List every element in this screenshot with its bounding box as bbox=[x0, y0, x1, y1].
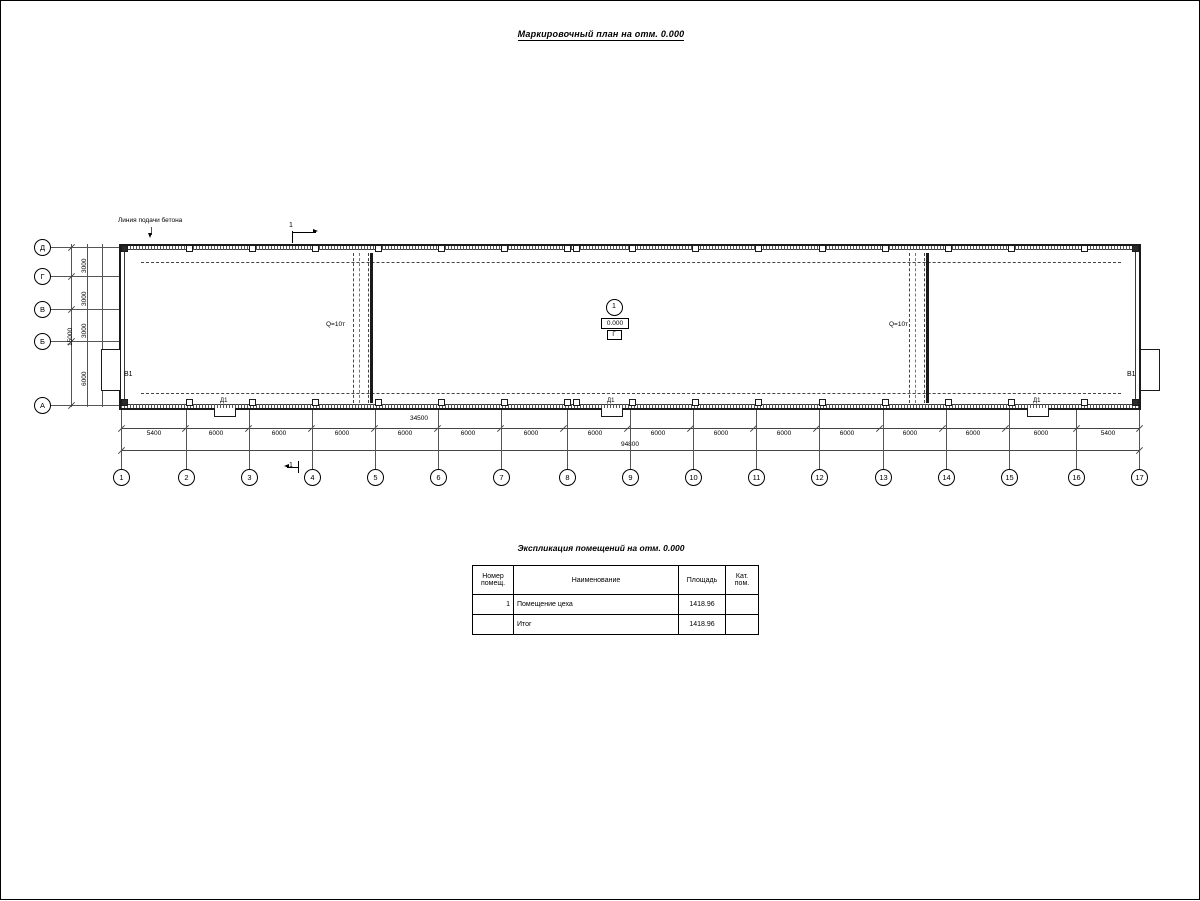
column bbox=[312, 399, 319, 406]
column bbox=[564, 245, 571, 252]
vdim-label-3000-a: 3000 bbox=[81, 258, 88, 273]
cell-category bbox=[726, 595, 759, 615]
axis-leader-13 bbox=[883, 410, 884, 470]
table-row bbox=[473, 615, 759, 635]
door-left-label: Д1 bbox=[220, 398, 228, 404]
column bbox=[1132, 245, 1139, 252]
column bbox=[1008, 399, 1015, 406]
axis-leader-8 bbox=[567, 410, 568, 470]
explication-table bbox=[472, 565, 759, 635]
axis-leader-1 bbox=[121, 410, 122, 470]
column bbox=[692, 245, 699, 252]
axis-bubble-v[interactable]: В bbox=[34, 301, 51, 318]
column bbox=[882, 245, 889, 252]
hdim-label: 6000 bbox=[334, 430, 350, 437]
vdim-label-3000-b: 3000 bbox=[81, 291, 88, 306]
column bbox=[1081, 245, 1088, 252]
cell-name: Итог bbox=[514, 615, 679, 635]
axis-bubble-10[interactable]: 10 bbox=[685, 469, 702, 486]
door-right-label: Д1 bbox=[1033, 398, 1041, 404]
header-number-line2: помещ. bbox=[480, 580, 506, 587]
hdim-label: 6000 bbox=[650, 430, 666, 437]
axis-leader-3 bbox=[249, 410, 250, 470]
hdim-label: 6000 bbox=[1033, 430, 1049, 437]
column bbox=[1132, 399, 1139, 406]
column bbox=[186, 399, 193, 406]
hdim-partial-label: 34500 bbox=[409, 415, 429, 422]
cell-number bbox=[473, 615, 514, 635]
axis-leader-12 bbox=[819, 410, 820, 470]
section-mark-top-label: 1 bbox=[289, 222, 293, 229]
header-category-line2: пом. bbox=[734, 580, 750, 587]
axis-bubble-1[interactable]: 1 bbox=[113, 469, 130, 486]
hdim-label: 6000 bbox=[902, 430, 918, 437]
axis-bubble-7[interactable]: 7 bbox=[493, 469, 510, 486]
axis-leader-7 bbox=[501, 410, 502, 470]
crane-label-left: Q=10т bbox=[326, 321, 346, 328]
column bbox=[186, 245, 193, 252]
hdim-label: 5400 bbox=[1100, 430, 1116, 437]
column bbox=[755, 399, 762, 406]
bumpout-right bbox=[1140, 349, 1160, 391]
crane-rail-bottom bbox=[141, 393, 1121, 394]
bumpout-left-label: В1 bbox=[124, 371, 133, 378]
vdim-label-total: 15000 bbox=[67, 327, 74, 346]
cell-category bbox=[726, 615, 759, 635]
bumpout-right-label: В1 bbox=[1127, 371, 1136, 378]
header-name: Наименование bbox=[514, 566, 679, 595]
table-row bbox=[473, 595, 759, 615]
hdim-label: 6000 bbox=[587, 430, 603, 437]
vdim-chain-inner bbox=[71, 244, 72, 407]
axis-leader-5 bbox=[375, 410, 376, 470]
floor-plan bbox=[1, 1, 1200, 901]
cell-area: 1418.96 bbox=[679, 595, 726, 615]
partition-wall-left bbox=[370, 253, 373, 403]
section-mark-bottom-label: 1 bbox=[289, 462, 293, 469]
explication-table-wrap bbox=[472, 565, 759, 635]
axis-bubble-9[interactable]: 9 bbox=[622, 469, 639, 486]
axis-bubble-6[interactable]: 6 bbox=[430, 469, 447, 486]
door-right-box bbox=[1027, 408, 1049, 417]
page-title-text: Маркировочный план на отм. 0.000 bbox=[517, 29, 685, 39]
crane-rail-top bbox=[141, 262, 1121, 263]
axis-bubble-15[interactable]: 15 bbox=[1001, 469, 1018, 486]
axis-bubble-17[interactable]: 17 bbox=[1131, 469, 1148, 486]
column bbox=[438, 245, 445, 252]
table-title-text: Экспликация помещений на отм. 0.000 bbox=[517, 543, 685, 553]
hdim-label: 6000 bbox=[397, 430, 413, 437]
axis-bubble-14[interactable]: 14 bbox=[938, 469, 955, 486]
axis-leader-6 bbox=[438, 410, 439, 470]
vdim-label-6000: 6000 bbox=[81, 371, 88, 386]
column bbox=[438, 399, 445, 406]
column bbox=[375, 399, 382, 406]
hdim-label: 6000 bbox=[523, 430, 539, 437]
axis-bubble-d[interactable]: Д bbox=[34, 239, 51, 256]
axis-bubble-b[interactable]: Б bbox=[34, 333, 51, 350]
column bbox=[501, 399, 508, 406]
column bbox=[121, 399, 128, 406]
door-left-box bbox=[214, 408, 236, 417]
axis-leader-17 bbox=[1139, 410, 1140, 470]
cell-name: Помещение цеха bbox=[514, 595, 679, 615]
axis-bubble-a[interactable]: А bbox=[34, 397, 51, 414]
axis-bubble-g[interactable]: Г bbox=[34, 268, 51, 285]
section-arrow-head-icon bbox=[284, 464, 289, 468]
column bbox=[945, 399, 952, 406]
cell-area: 1418.96 bbox=[679, 615, 726, 635]
axis-leader-11 bbox=[756, 410, 757, 470]
bumpout-left bbox=[101, 349, 121, 391]
hdim-label: 6000 bbox=[965, 430, 981, 437]
axis-leader-15 bbox=[1009, 410, 1010, 470]
column bbox=[1081, 399, 1088, 406]
axis-leader-4 bbox=[312, 410, 313, 470]
table-title bbox=[1, 543, 1200, 553]
header-number-line1: Номер bbox=[482, 573, 504, 580]
partition-left bbox=[353, 253, 369, 403]
table-header bbox=[473, 566, 759, 595]
axis-leader-10 bbox=[693, 410, 694, 470]
column bbox=[312, 245, 319, 252]
axis-bubble-3[interactable]: 3 bbox=[241, 469, 258, 486]
column bbox=[249, 245, 256, 252]
vdim-label-3000-c: 3000 bbox=[81, 323, 88, 338]
hdim-label: 6000 bbox=[208, 430, 224, 437]
column bbox=[819, 245, 826, 252]
room-elevation: 0.000 bbox=[601, 318, 629, 329]
axis-bubble-13[interactable]: 13 bbox=[875, 469, 892, 486]
axis-bubble-8[interactable]: 8 bbox=[559, 469, 576, 486]
column bbox=[249, 399, 256, 406]
hdim-label: 5400 bbox=[146, 430, 162, 437]
hdim-label: 6000 bbox=[460, 430, 476, 437]
axis-leader-2 bbox=[186, 410, 187, 470]
axis-leader-16 bbox=[1076, 410, 1077, 470]
column bbox=[121, 245, 128, 252]
room-marker bbox=[601, 299, 627, 340]
column bbox=[882, 399, 889, 406]
table-body bbox=[473, 595, 759, 635]
axis-bubble-16[interactable]: 16 bbox=[1068, 469, 1085, 486]
hdim-label: 6000 bbox=[839, 430, 855, 437]
table-header-row bbox=[473, 566, 759, 595]
axis-bubble-5[interactable]: 5 bbox=[367, 469, 384, 486]
axis-bubble-2[interactable]: 2 bbox=[178, 469, 195, 486]
column bbox=[755, 245, 762, 252]
header-category-line1: Кат. bbox=[735, 573, 749, 580]
cell-number: 1 bbox=[473, 595, 514, 615]
hdim-label: 6000 bbox=[271, 430, 287, 437]
column bbox=[1008, 245, 1015, 252]
concrete-supply-label: Линия подачи бетона bbox=[118, 217, 183, 224]
partition-right bbox=[909, 253, 925, 403]
section-arrow-head-icon bbox=[313, 229, 318, 233]
hdim-total-label: 94800 bbox=[620, 441, 640, 448]
partition-wall-right bbox=[926, 253, 929, 403]
axis-bubble-4[interactable]: 4 bbox=[304, 469, 321, 486]
hdim-label: 6000 bbox=[713, 430, 729, 437]
column bbox=[819, 399, 826, 406]
concrete-supply-arrow-icon bbox=[148, 233, 152, 238]
room-number: 1 bbox=[606, 299, 623, 316]
column bbox=[573, 399, 580, 406]
hdim-label: 6000 bbox=[776, 430, 792, 437]
crane-label-right: Q=10т bbox=[889, 321, 909, 328]
column bbox=[564, 399, 571, 406]
room-category-mark: Г bbox=[607, 330, 622, 340]
axis-bubble-12[interactable]: 12 bbox=[811, 469, 828, 486]
axis-leader-14 bbox=[946, 410, 947, 470]
column bbox=[692, 399, 699, 406]
axis-leader-9 bbox=[630, 410, 631, 470]
column bbox=[629, 399, 636, 406]
column bbox=[375, 245, 382, 252]
header-number bbox=[473, 566, 514, 595]
column bbox=[945, 245, 952, 252]
column bbox=[573, 245, 580, 252]
door-mid-box bbox=[601, 408, 623, 417]
building-inner-outline bbox=[124, 249, 1136, 405]
door-mid-label: Д1 bbox=[607, 398, 615, 404]
column bbox=[501, 245, 508, 252]
axis-bubble-11[interactable]: 11 bbox=[748, 469, 765, 486]
header-area: Площадь bbox=[679, 566, 726, 595]
column bbox=[629, 245, 636, 252]
header-category bbox=[726, 566, 759, 595]
